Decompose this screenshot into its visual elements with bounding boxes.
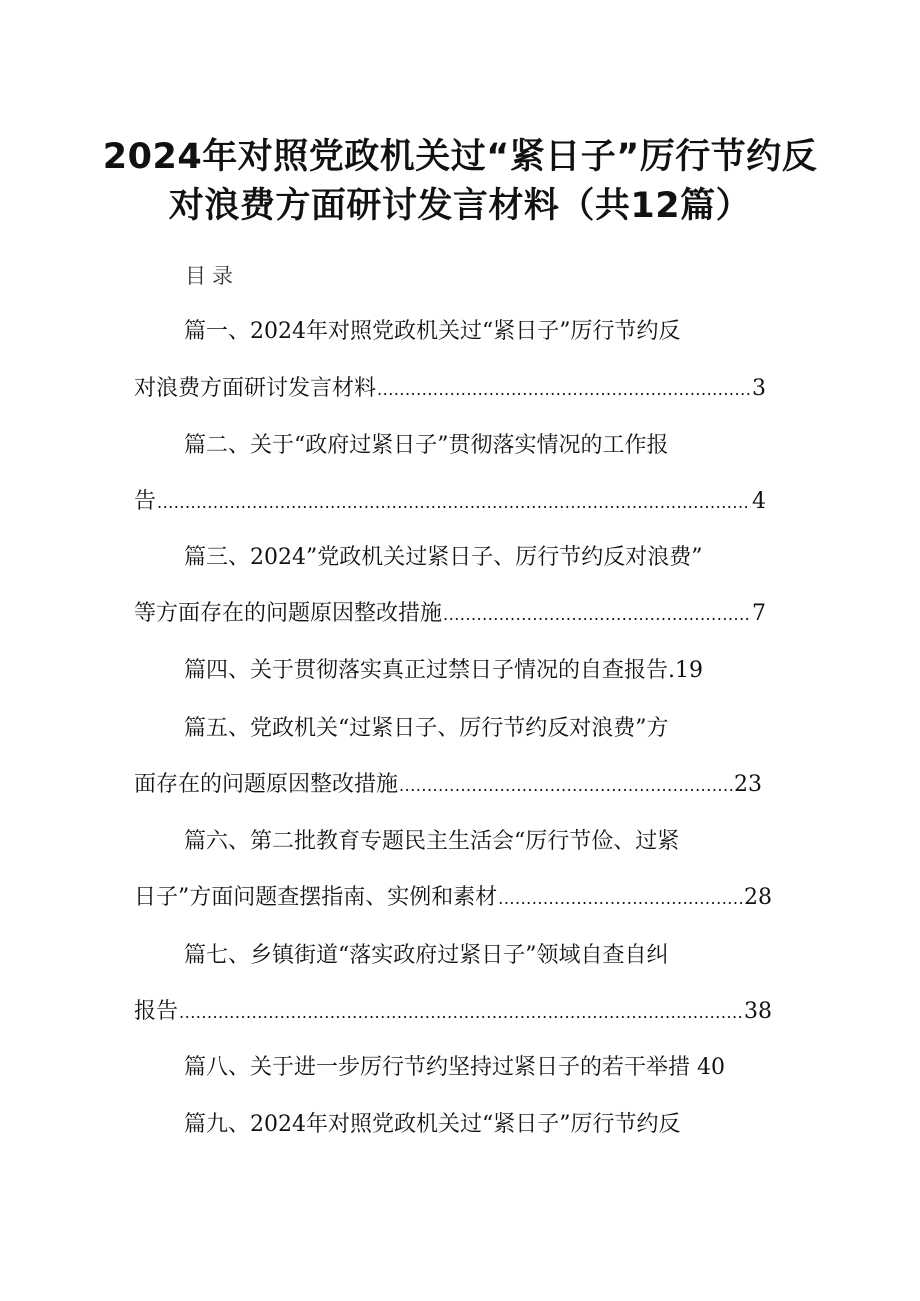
toc-entry-1-line-1: 篇一、2024年对照党政机关过“紧日子”厉行节约反 <box>184 319 681 344</box>
toc-entry-3-text: 等方面存在的问题原因整改措施 <box>134 601 443 626</box>
toc-entry-1-page: 3 <box>752 376 766 401</box>
toc-entry-6-page: 28 <box>744 885 772 910</box>
toc-entry-5-page: 23 <box>734 772 762 797</box>
toc-entry-5-line-1: 篇五、党政机关“过紧日子、厉行节约反对浪费”方 <box>184 716 669 741</box>
toc-entry-2-text: 告 <box>134 489 157 514</box>
toc-entry-8-line-1: 篇八、关于进一步厉行节约坚持过紧日子的若干举措 40 <box>184 1055 725 1080</box>
toc-entry-5-line-2 <box>134 770 762 801</box>
toc-entry-1-line-2 <box>134 374 766 405</box>
toc-entry-2-line-1: 篇二、关于“政府过紧日子”贯彻落实情况的工作报 <box>184 433 669 458</box>
toc-entry-9-line-1: 篇九、2024年对照党政机关过“紧日子”厉行节约反 <box>184 1112 681 1137</box>
toc-entry-7-line-2 <box>134 997 772 1028</box>
toc-leader-dots <box>399 771 733 801</box>
toc-entry-1-text: 对浪费方面研讨发言材料 <box>134 376 377 401</box>
toc-entry-5-text: 面存在的问题原因整改措施 <box>134 772 399 797</box>
toc-leader-dots <box>157 488 751 518</box>
toc-leader-dots <box>179 998 743 1028</box>
toc-entry-6-line-2 <box>134 883 772 914</box>
toc-leader-dots <box>443 600 751 630</box>
toc-entry-6-line-1: 篇六、第二批教育专题民主生活会“厉行节俭、过紧 <box>184 829 680 854</box>
toc-entry-2-page: 4 <box>752 489 766 514</box>
toc-entry-7-page: 38 <box>744 999 772 1024</box>
toc-entry-3-line-1: 篇三、2024”党政机关过紧日子、厉行节约反对浪费” <box>184 545 703 570</box>
document-title-line-1: 2024年对照党政机关过“紧日子”厉行节约反 <box>102 137 818 177</box>
toc-entry-3-line-2 <box>134 599 766 630</box>
toc-leader-dots <box>498 884 743 914</box>
toc-entry-4-line-1: 篇四、关于贯彻落实真正过禁日子情况的自查报告.19 <box>184 658 703 683</box>
toc-entry-7-text: 报告 <box>134 999 179 1024</box>
toc-heading: 目录 <box>185 264 239 288</box>
toc-leader-dots <box>377 375 751 405</box>
toc-entry-6-text: 日子”方面问题查摆指南、实例和素材 <box>134 885 498 910</box>
document-title-line-2: 对浪费方面研讨发言材料（共12篇） <box>168 186 752 226</box>
toc-entry-2-line-2 <box>134 487 766 518</box>
toc-entry-7-line-1: 篇七、乡镇街道“落实政府过紧日子”领域自查自纠 <box>184 943 669 968</box>
toc-entry-3-page: 7 <box>752 601 766 626</box>
